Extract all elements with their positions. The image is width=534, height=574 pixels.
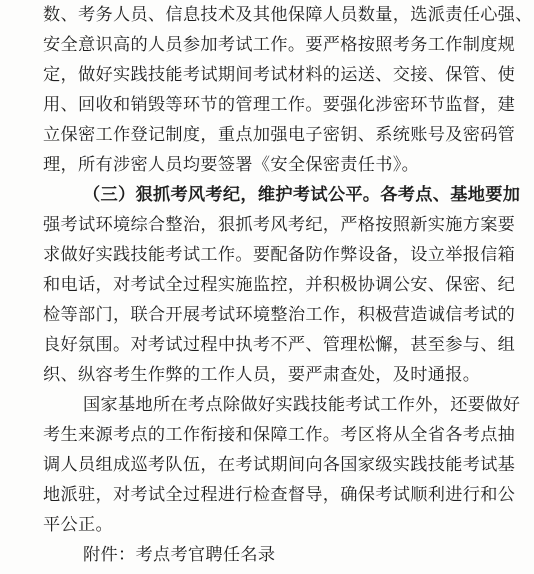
text-line: 用、回收和销毁等环节的管理工作。要强化涉密环节监督，建 [43, 95, 516, 115]
text-line: 理，所有涉密人员均要签署《安全保密责任书》。 [43, 155, 420, 175]
text-line: 立保密工作登记制度，重点加强电子密钥、系统账号及密码管 [43, 125, 516, 145]
text-line: 国家基地所在考点除做好实践技能考试工作外，还要做好 [83, 395, 521, 415]
text-line: 检等部门，联合开展考试环境整治工作，积极营造诚信考试的 [43, 305, 516, 325]
text-line: 数、考务人员、信息技术及其他保障人员数量，选派责任心强、 [43, 5, 533, 25]
section-heading-line [83, 185, 520, 205]
text-line: 平公正。 [43, 515, 113, 535]
section-heading-continuation: 各考点、基地要加 [380, 185, 521, 205]
section-heading: （三）狠抓考风考纪，维护考试公平。 [83, 185, 381, 205]
text-line: 良好氛围。对考试过程中执考不严、管理松懈，甚至参与、组 [43, 335, 516, 355]
text-line: 地派驻，对考试全过程进行检查督导，确保考试顺利进行和公 [43, 485, 516, 505]
text-line: 定，做好实践技能考试期间考试材料的运送、交接、保管、使 [43, 65, 516, 85]
text-line: 求做好实践技能考试工作。要配备防作弊设备，设立举报信箱 [43, 245, 516, 265]
text-line: 安全意识高的人员参加考试工作。要严格按照考务工作制度规 [43, 35, 516, 55]
text-line: 强考试环境综合整治，狠抓考风考纪，严格按照新实施方案要 [43, 215, 516, 235]
text-line: 调人员组成巡考队伍，在考试期间向各国家级实践技能考试基 [43, 455, 516, 475]
text-line: 织、纵容考生作弊的工作人员，要严肃查处，及时通报。 [43, 365, 481, 385]
text-line: 和电话，对考试全过程实施监控，并积极协调公安、保密、纪 [43, 275, 516, 295]
text-line: 考生来源考点的工作衔接和保障工作。考区将从全省各考点抽 [43, 425, 516, 445]
attachment-line: 附件：考点考官聘任名录 [83, 545, 276, 565]
